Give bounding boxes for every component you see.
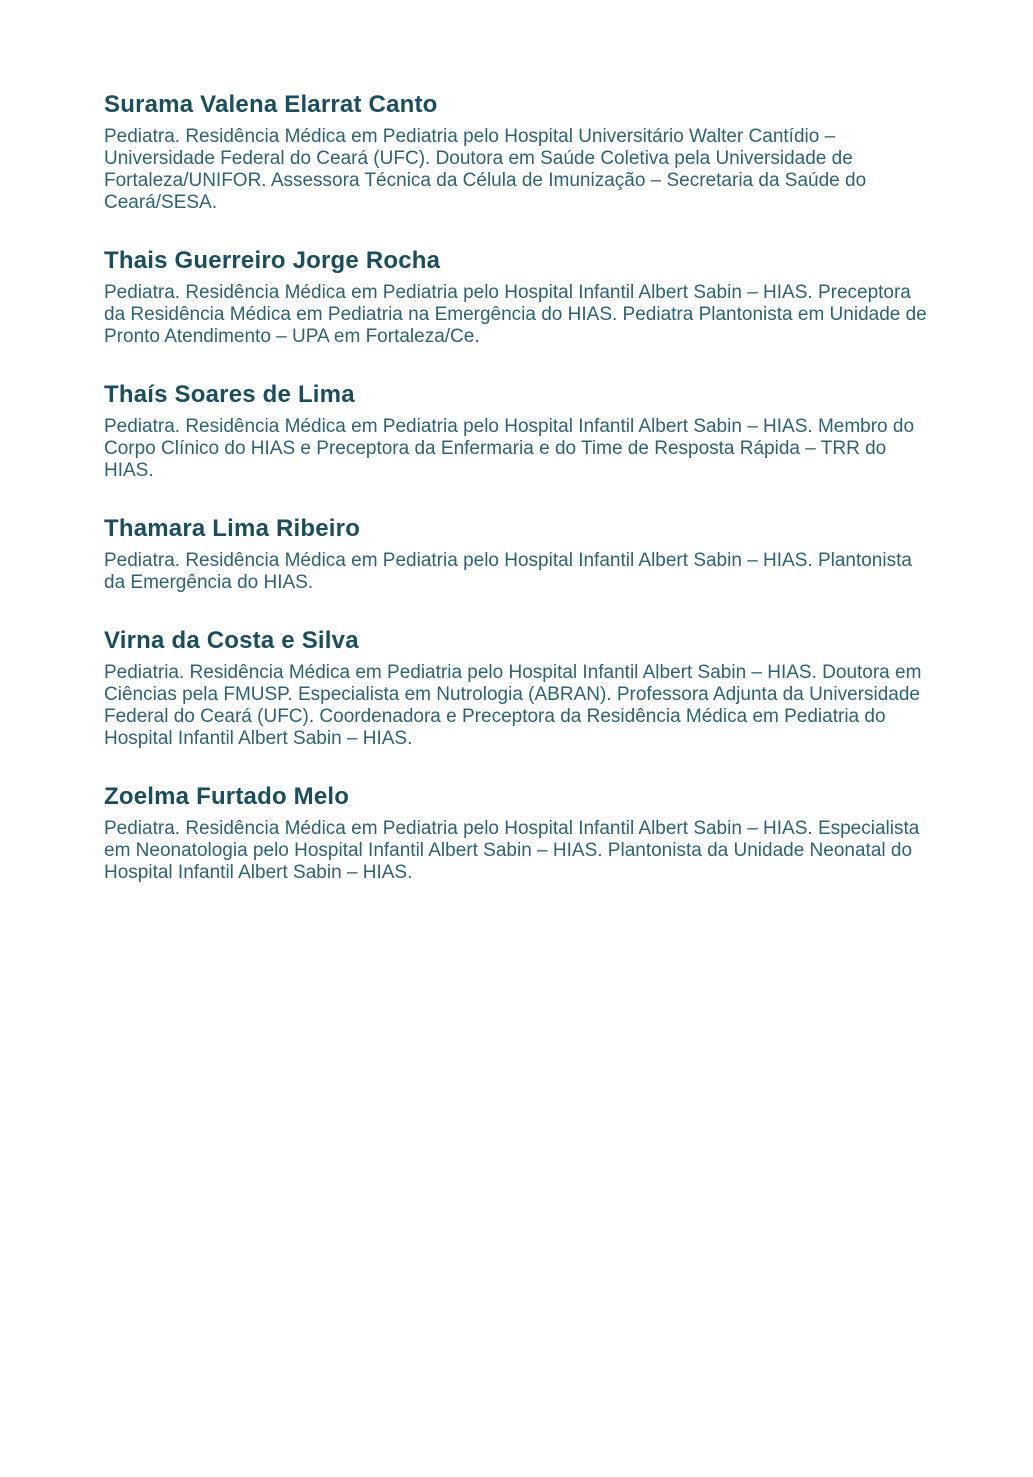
- document-page: [104, 92, 937, 918]
- person-bio: Pediatra. Residência Médica em Pediatria pelo Hospital Universitário Walter Cantídio – Universidade Federal do Ceará (UFC). Doutora em Saúde Coletiva pela Universidade de Fortaleza/UNIFOR. Assessora Técnica da Célula de Imunização – Secretaria da Saúde do Ceará/SESA.: [104, 126, 867, 213]
- person-section: [104, 382, 937, 482]
- person-bio: Pediatra. Residência Médica em Pediatria pelo Hospital Infantil Albert Sabin – HIAS. Plantonista da Emergência do HIAS.: [104, 550, 912, 593]
- person-name: Zoelma Furtado Melo: [104, 783, 350, 810]
- person-section: [104, 92, 937, 214]
- person-section: [104, 248, 937, 348]
- person-name: Thaís Soares de Lima: [104, 381, 355, 408]
- person-section: [104, 784, 937, 884]
- person-bio: Pediatra. Residência Médica em Pediatria pelo Hospital Infantil Albert Sabin – HIAS. Membro do Corpo Clínico do HIAS e Preceptora da Enfermaria e do Time de Resposta Rápida – TRR do HIAS.: [104, 416, 915, 481]
- person-name: Thais Guerreiro Jorge Rocha: [104, 247, 441, 274]
- person-bio: Pediatria. Residência Médica em Pediatria pelo Hospital Infantil Albert Sabin – HIAS. Doutora em Ciências pela FMUSP. Especialista em Nutrologia (ABRAN). Professora Adjunta da Universidade Federal do Ceará (UFC). Coordenadora e Preceptora da Residência Médica em Pediatria do Hospital Infantil Albert Sabin – HIAS.: [104, 662, 922, 749]
- person-bio: Pediatra. Residência Médica em Pediatria pelo Hospital Infantil Albert Sabin – HIAS. Especialista em Neonatologia pelo Hospital Infantil Albert Sabin – HIAS. Plantonista da Unidade Neonatal do Hospital Infantil Albert Sabin – HIAS.: [104, 818, 920, 883]
- person-name: Virna da Costa e Silva: [104, 627, 359, 654]
- person-section: [104, 628, 937, 750]
- person-name: Thamara Lima Ribeiro: [104, 515, 361, 542]
- person-bio: Pediatra. Residência Médica em Pediatria pelo Hospital Infantil Albert Sabin – HIAS. Preceptora da Residência Médica em Pediatria na Emergência do HIAS. Pediatra Plantonista em Unidade de Pronto Atendimento – UPA em Fortaleza/Ce.: [104, 282, 927, 347]
- person-section: [104, 516, 937, 594]
- person-name: Surama Valena Elarrat Canto: [104, 91, 438, 118]
